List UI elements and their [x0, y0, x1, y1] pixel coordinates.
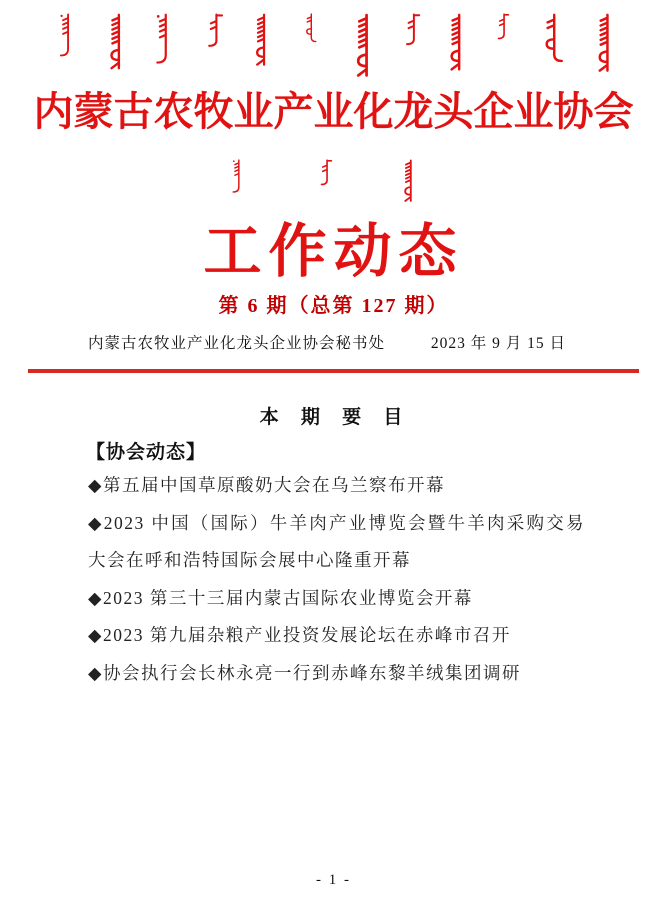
- red-divider-rule: [28, 369, 639, 373]
- publisher-row: [88, 331, 566, 353]
- page-number: - 1 -: [316, 872, 351, 888]
- organization-title: 内蒙古农牧业产业化龙头企业协会: [33, 89, 634, 134]
- issue-number: 第 6 期（总第 127 期）: [218, 295, 449, 317]
- toc-list: [88, 467, 585, 692]
- issue-date: 2023 年 9 月 15 日: [430, 335, 566, 352]
- toc-item: ◆协会执行会长林永亮一行到赤峰东黎羊绒集团调研: [88, 662, 521, 683]
- mongolian-script-middle-icon: [229, 158, 439, 210]
- toc-item: ◆2023 第三十三届内蒙古国际农业博览会开幕: [88, 587, 473, 608]
- publisher-name: 内蒙古农牧业产业化龙头企业协会秘书处: [88, 335, 386, 352]
- toc-item: ◆2023 第九届杂粮产业投资发展论坛在赤峰市召开: [88, 625, 511, 645]
- toc-item: ◆第五届中国草原酸奶大会在乌兰察布开幕: [88, 475, 445, 495]
- mongolian-script-top-icon: [48, 12, 628, 80]
- toc-item: ◆2023 中国（国际）牛羊肉产业博览会暨牛羊肉采购交易大会在呼和浩特国际会展中心隆重开幕: [88, 512, 585, 570]
- toc-section-title: 【协会动态】: [86, 442, 207, 463]
- toc-heading: 本 期 要 目: [259, 407, 408, 428]
- bulletin-title: 工作动态: [203, 219, 464, 284]
